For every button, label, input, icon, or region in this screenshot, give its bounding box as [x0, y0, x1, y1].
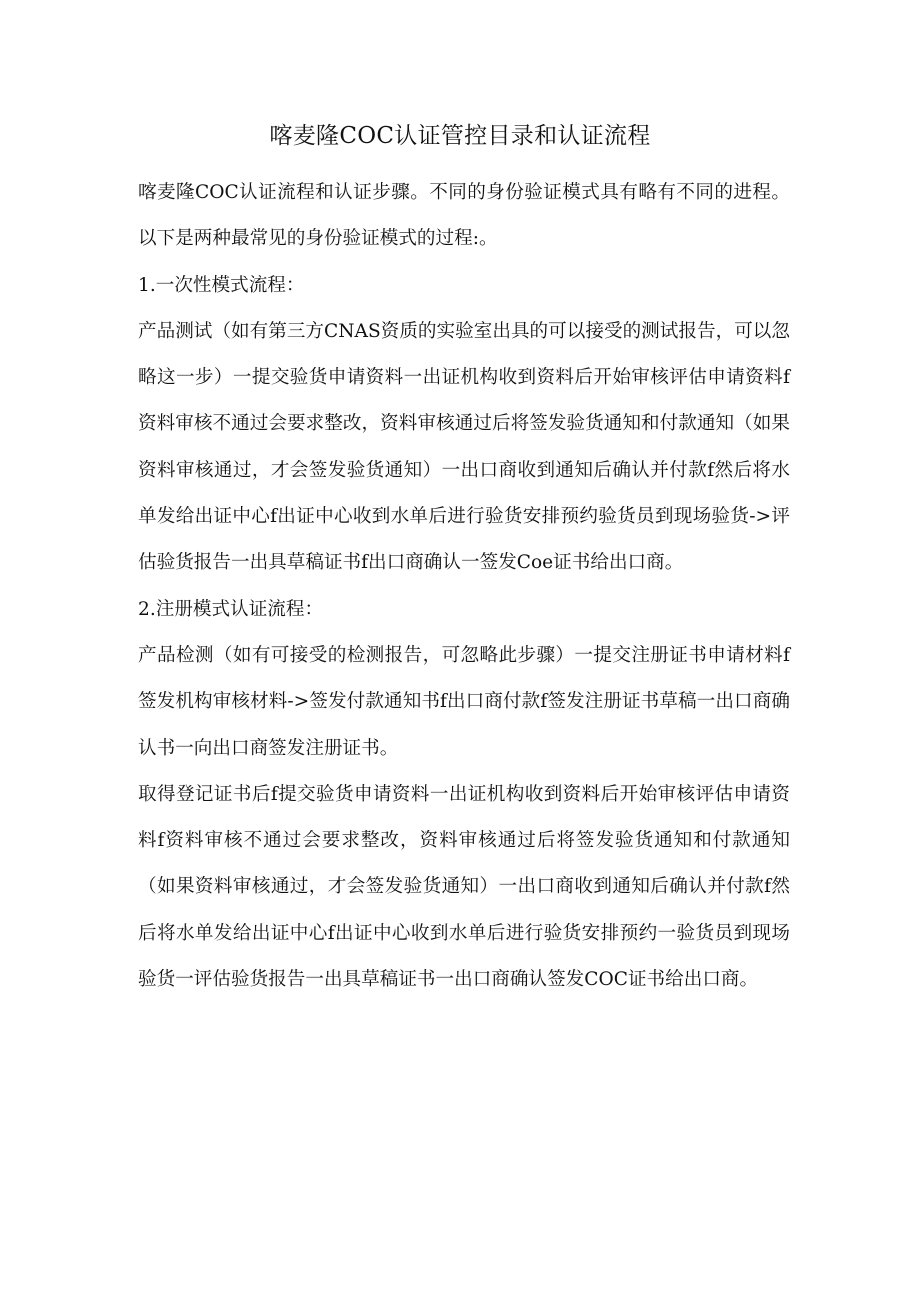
intro-paragraph: 喀麦隆COC认证流程和认证步骤。不同的身份验证模式具有略有不同的进程。以下是两种最常见的身份验证模式的过程:。: [138, 182, 790, 250]
document-body: [138, 170, 790, 1003]
one-time-mode-process-paragraph: 产品测试（如有第三方CNAS资质的实验室出具的可以接受的测试报告，可以忽略这一步）一提交验货申请资料一出证机构收到资料后开始审核评估申请资料f资料审核不通过会要求整改，资料审核通过后将签发验货通知和付款通知（如果资料审核通过，才会签发验货通知）一出口商收到通知后确认并付款f然后将水单发给出证中心f出证中心收到水单后进行验货安排预约验货员到现场验货->评估验货报告一出具草稿证书f出口商确认一签发Coe证书给出口商。: [138, 320, 790, 574]
section-heading-registration-mode: 2.注册模式认证流程：: [138, 598, 324, 620]
registration-mode-process-paragraph: 产品检测（如有可接受的检测报告，可忽略此步骤）一提交注册证书申请材料f签发机构审核材料->签发付款通知书f出口商付款f签发注册证书草稿一出口商确认书一向出口商签发注册证书。: [138, 644, 790, 759]
post-registration-process-paragraph: 取得登记证书后f提交验货申请资料一出证机构收到资料后开始审核评估申请资料f资料审核不通过会要求整改，资料审核通过后将签发验货通知和付款通知（如果资料审核通过，才会签发验货通知）一出口商收到通知后确认并付款f然后将水单发给出证中心f出证中心收到水单后进行验货安排预约一验货员到现场验货一评估验货报告一出具草稿证书一出口商确认签发COC证书给出口商。: [138, 783, 790, 991]
section-heading-one-time-mode: 1.一次性模式流程：: [138, 274, 305, 296]
document-title: 喀麦隆COC认证管控目录和认证流程: [269, 123, 651, 149]
